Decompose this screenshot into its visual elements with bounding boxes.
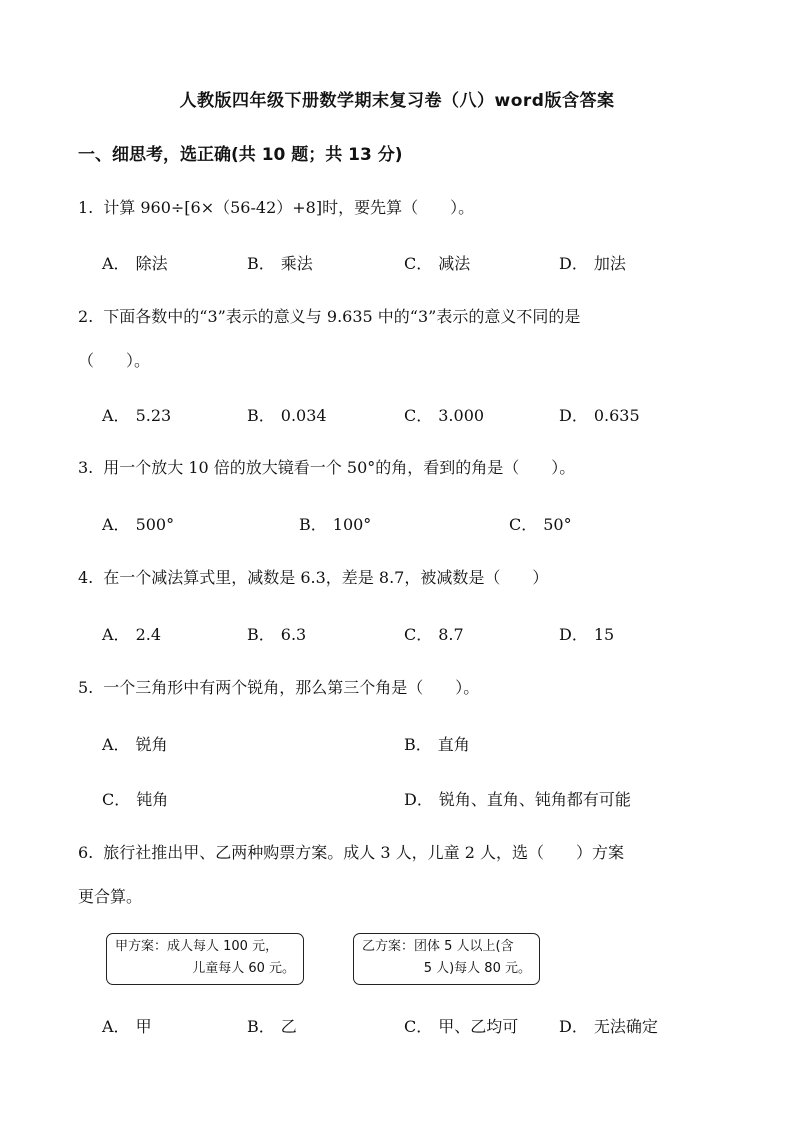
option-d[interactable]: D． 15 <box>559 625 615 644</box>
question-text: 下面各数中的“3”表示的意义与 9.635 中的“3”表示的意义不同的是 <box>103 307 581 326</box>
option-b[interactable]: B． 乙 <box>247 1017 297 1036</box>
question-number: 3. <box>78 458 94 477</box>
option-b[interactable]: B． 6.3 <box>247 625 307 644</box>
question-3 <box>78 457 575 479</box>
option-c[interactable]: C． 钝角 <box>102 790 169 809</box>
document-title: 人教版四年级下册数学期末复习卷（八）word版含答案 <box>179 91 615 111</box>
question-4-options <box>0 622 794 644</box>
option-d[interactable]: D． 无法确定 <box>559 1017 658 1036</box>
question-6-continuation: 更合算。 <box>78 887 143 906</box>
option-a[interactable]: A． 除法 <box>102 254 168 273</box>
option-c[interactable]: C． 3.000 <box>404 406 485 425</box>
question-number: 1. <box>78 198 94 217</box>
option-a[interactable]: A． 500° <box>102 515 175 534</box>
question-4 <box>78 567 548 589</box>
question-1 <box>78 197 474 219</box>
option-b[interactable]: B． 100° <box>299 515 372 534</box>
question-text: 旅行社推出甲、乙两种购票方案。成人 3 人，儿童 2 人，选（ ）方案 <box>103 843 624 862</box>
option-a[interactable]: A． 甲 <box>102 1017 152 1036</box>
question-2-continuation: （ ）。 <box>78 351 151 370</box>
plan-b-line-2: 5 人)每人 80 元。 <box>423 961 531 976</box>
question-5-options-row-1 <box>0 732 794 754</box>
question-number: 5. <box>78 678 94 697</box>
plan-a-line-1: 甲方案：成人每人 100 元， <box>115 939 279 954</box>
section-heading: 一、细思考，选正确(共 10 题；共 13 分) <box>78 145 403 165</box>
question-number: 6. <box>78 843 94 862</box>
question-5 <box>78 677 479 699</box>
option-d[interactable]: D． 0.635 <box>559 406 640 425</box>
option-d[interactable]: D． 加法 <box>559 254 626 273</box>
question-6-options <box>0 1014 794 1036</box>
option-b[interactable]: B． 乘法 <box>247 254 313 273</box>
option-a[interactable]: A． 5.23 <box>102 406 172 425</box>
option-d[interactable]: D． 锐角、直角、钝角都有可能 <box>404 790 631 809</box>
question-2 <box>78 306 580 328</box>
option-c[interactable]: C． 50° <box>509 515 572 534</box>
question-number: 2. <box>78 307 94 326</box>
plan-a-line-2: 儿童每人 60 元。 <box>192 961 295 976</box>
option-c[interactable]: C． 减法 <box>404 254 471 273</box>
question-text: 计算 960÷[6×（56-42）+8]时，要先算（ ）。 <box>103 198 475 217</box>
plan-b-box <box>353 933 540 985</box>
question-5-options-row-2 <box>0 787 794 809</box>
option-c[interactable]: C． 甲、乙均可 <box>404 1017 519 1036</box>
option-b[interactable]: B． 0.034 <box>247 406 327 425</box>
plan-b-line-1: 乙方案：团体 5 人以上(含 <box>362 939 514 954</box>
plan-a-box <box>106 933 304 985</box>
question-text: 用一个放大 10 倍的放大镜看一个 50°的角，看到的角是（ ）。 <box>103 458 576 477</box>
option-b[interactable]: B． 直角 <box>404 735 470 754</box>
option-a[interactable]: A． 锐角 <box>102 735 168 754</box>
question-number: 4. <box>78 568 94 587</box>
question-3-options <box>0 512 794 534</box>
option-c[interactable]: C． 8.7 <box>404 625 464 644</box>
question-2-options <box>0 403 794 425</box>
option-a[interactable]: A． 2.4 <box>102 625 162 644</box>
question-text: 一个三角形中有两个锐角，那么第三个角是（ ）。 <box>103 678 480 697</box>
question-6 <box>78 842 624 864</box>
question-text: 在一个减法算式里，减数是 6.3，差是 8.7，被减数是（ ） <box>103 568 549 587</box>
question-1-options <box>0 251 794 273</box>
